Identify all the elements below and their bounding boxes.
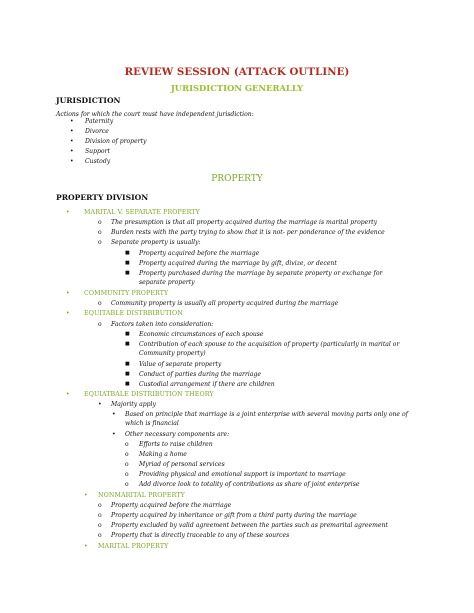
list-item: Property acquired during the marriage by gift, divize, or decent [139,260,337,267]
property-division-heading: PROPERTY DIVISION [56,193,149,202]
list-item: Property acquired before the marriage [111,502,232,509]
list-item: Efforts to raise children [139,441,213,448]
list-item: Divorce [85,128,109,135]
bullet-icon: • [84,543,88,550]
square-bullet-icon: ■ [125,331,130,337]
bullet-icon: • [70,158,74,165]
list-item: Property excluded by valid agreement between the parties such as premarital agreement [111,522,388,529]
circle-bullet-icon: o [98,300,102,307]
bullet-icon: • [98,401,102,408]
list-item: Paternity [85,118,114,125]
section-label-equitable-distribution: EQUITABLE DISTRBIBUTION [84,310,183,317]
list-item: Value of separate property [139,361,222,368]
list-item: Division of property [85,138,147,145]
bullet-icon: • [66,290,70,297]
section-label-marital-v-separate: MARITAL V. SEPARATE PROPERTY [84,209,200,216]
circle-bullet-icon: o [125,481,129,488]
circle-bullet-icon: o [125,451,129,458]
section-label-marital-property: MARITAL PROPERTY [98,543,169,550]
circle-bullet-icon: o [98,229,102,236]
document-subtitle: JURISDICTION GENERALLY [170,83,304,93]
circle-bullet-icon: o [98,219,102,226]
list-item: Myriad of personal services [139,461,225,468]
list-item: Community property is usually all property acquired during the marriage [111,300,339,307]
list-item: Majority apply [111,401,156,408]
list-item: Conduct of parties during the marriage [139,371,261,378]
circle-bullet-icon: o [98,502,102,509]
square-bullet-icon: ■ [125,371,130,377]
square-bullet-icon: ■ [125,250,130,256]
list-item: Burden rests with the party trying to show that it is not- per ponderance of the evidence [111,229,385,236]
square-bullet-icon: ■ [125,270,130,276]
list-item: Property acquired by inheritance or gift from a third party during the marriage [111,512,357,519]
bullet-icon: • [66,391,70,398]
circle-bullet-icon: o [125,441,129,448]
section-label-nonmarital-property: NONMARITAL PROPERTY [98,492,185,499]
bullet-icon: • [70,118,74,125]
list-item: Factors taken into consideration: [111,321,214,328]
bullet-icon: • [66,209,70,216]
property-heading: PROPERTY [211,174,263,184]
jurisdiction-intro: Actions for which the court must have independent jurisdiction: [56,111,254,118]
list-item: Making a home [139,451,187,458]
bullet-icon: • [70,148,74,155]
square-bullet-icon: ■ [125,260,130,266]
list-item: Custodial arrangement if there are children [139,381,275,388]
square-bullet-icon: ■ [125,361,130,367]
square-bullet-icon: ■ [125,381,130,387]
square-bullet-icon: ■ [125,341,130,347]
document-title: REVIEW SESSION (ATTACK OUTLINE) [124,66,350,78]
circle-bullet-icon: o [125,461,129,468]
bullet-icon: • [112,431,116,438]
section-label-community-property: COMMUNITY PROPERTY [84,290,169,297]
circle-bullet-icon: o [98,321,102,328]
list-item: Separate property is usually: [111,239,201,246]
circle-bullet-icon: o [98,532,102,539]
bullet-icon: • [70,138,74,145]
list-item: Custody [85,158,111,165]
bullet-icon: • [112,411,116,418]
list-item: Based on principle that marriage is a joint enterprise with several moving parts only one of which is financial [125,411,408,427]
list-item: Economic circumstances of each spouse [139,331,264,338]
list-item: Contribution of each spouse to the acquisition of property (particularly in marital or Community property) [139,341,400,357]
list-item: Property that is directly traceable to any of these sources [111,532,290,539]
circle-bullet-icon: o [98,239,102,246]
list-item: Add divorce look to totality of contributions as share of joint enterprise [139,481,360,488]
list-item: The presumption is that all property acquired during the marriage is marital property [111,219,378,226]
bullet-icon: • [70,128,74,135]
list-item: Other necessary components are: [125,431,230,438]
list-item: Support [85,148,110,155]
list-item: Property purchased during the marriage by separate property or exchange for separate property [139,270,383,286]
circle-bullet-icon: o [125,471,129,478]
bullet-icon: • [66,310,70,317]
jurisdiction-heading: JURISDICTION [56,96,121,105]
circle-bullet-icon: o [98,522,102,529]
circle-bullet-icon: o [98,512,102,519]
list-item: Property acquired before the marriage [139,250,260,257]
section-label-equitable-theory: EQUIATBALE DISTRIBUTION THEORY [84,391,214,398]
list-item: Providing physical and emotional support is important to marriage [139,471,346,478]
bullet-icon: • [84,492,88,499]
